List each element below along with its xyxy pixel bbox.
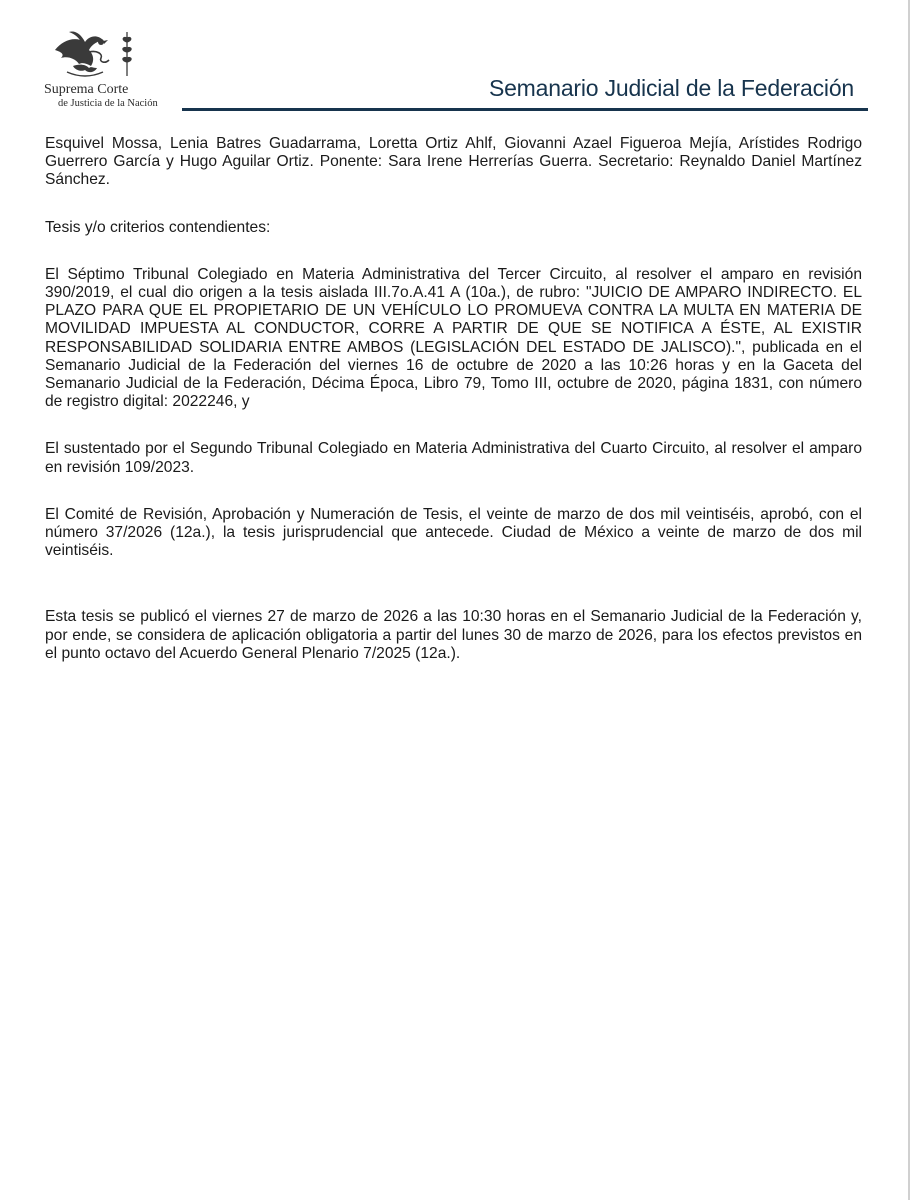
paragraph-second-criterion: El sustentado por el Segundo Tribunal Colegiado en Materia Administrativa del Cuarto Circuito, al resolver el amparo en revisión 109/2023.	[45, 440, 862, 476]
paragraph-approval: El Comité de Revisión, Aprobación y Numeración de Tesis, el veinte de marzo de dos mil veintiséis, aprobó, con el número 37/2026 (12a.), la tesis jurisprudencial que antecede. Ciudad de México a veinte de marzo de dos mil veintiséis.	[45, 505, 862, 560]
document-body	[45, 135, 862, 663]
logo-name-line1: Suprema Corte	[44, 82, 129, 97]
header-divider	[182, 108, 868, 111]
scjn-logo	[40, 28, 158, 110]
eagle-emblem-icon	[45, 28, 143, 82]
page-title: Semanario Judicial de la Federación	[488, 75, 854, 101]
paragraph-publication: Esta tesis se publicó el viernes 27 de marzo de 2026 a las 10:30 horas en el Semanario Judicial de la Federación y, por ende, se considera de aplicación obligatoria a partir del lunes 30 de marzo de 2026, para los efectos previstos en el punto octavo del Acuerdo General Plenario 7/2025 (12a.).	[45, 608, 862, 662]
page-header	[0, 0, 910, 115]
paragraph-criteria-heading: Tesis y/o criterios contendientes:	[45, 218, 271, 236]
paragraph-first-criterion: El Séptimo Tribunal Colegiado en Materia Administrativa del Tercer Circuito, al resolver el amparo en revisión 390/2019, el cual dio origen a la tesis aislada III.7o.A.41 A (10a.), de rubro: "JUICIO DE AMPARO INDIRECTO. EL PLAZO PARA QUE EL PROPIETARIO DE UN VEHÍCULO LO PROMUEVA CONTRA LA MULTA EN MATERIA DE MOVILIDAD IMPUESTA AL CONDUCTOR, CORRE A PARTIR DE QUE SE NOTIFICA A ÉSTE, AL EXISTIR RESPONSABILIDAD SOLIDARIA ENTRE AMBOS (LEGISLACIÓN DEL ESTADO DE JALISCO).", publicada en el Semanario Judicial de la Federación del viernes 16 de octubre de 2020 a las 10:26 horas y en la Gaceta del Semanario Judicial de la Federación, Décima Época, Libro 79, Tomo III, octubre de 2020, página 1831, con número de registro digital: 2022246, y	[45, 265, 862, 411]
paragraph-ministers: Esquivel Mossa, Lenia Batres Guadarrama, Loretta Ortiz Ahlf, Giovanni Azael Figueroa Mejía, Arístides Rodrigo Guerrero García y Hugo Aguilar Ortiz. Ponente: Sara Irene Herrerías Guerra. Secretario: Reynaldo Daniel Martínez Sánchez.	[45, 135, 862, 189]
logo-name-line2: de Justicia de la Nación	[58, 98, 158, 109]
